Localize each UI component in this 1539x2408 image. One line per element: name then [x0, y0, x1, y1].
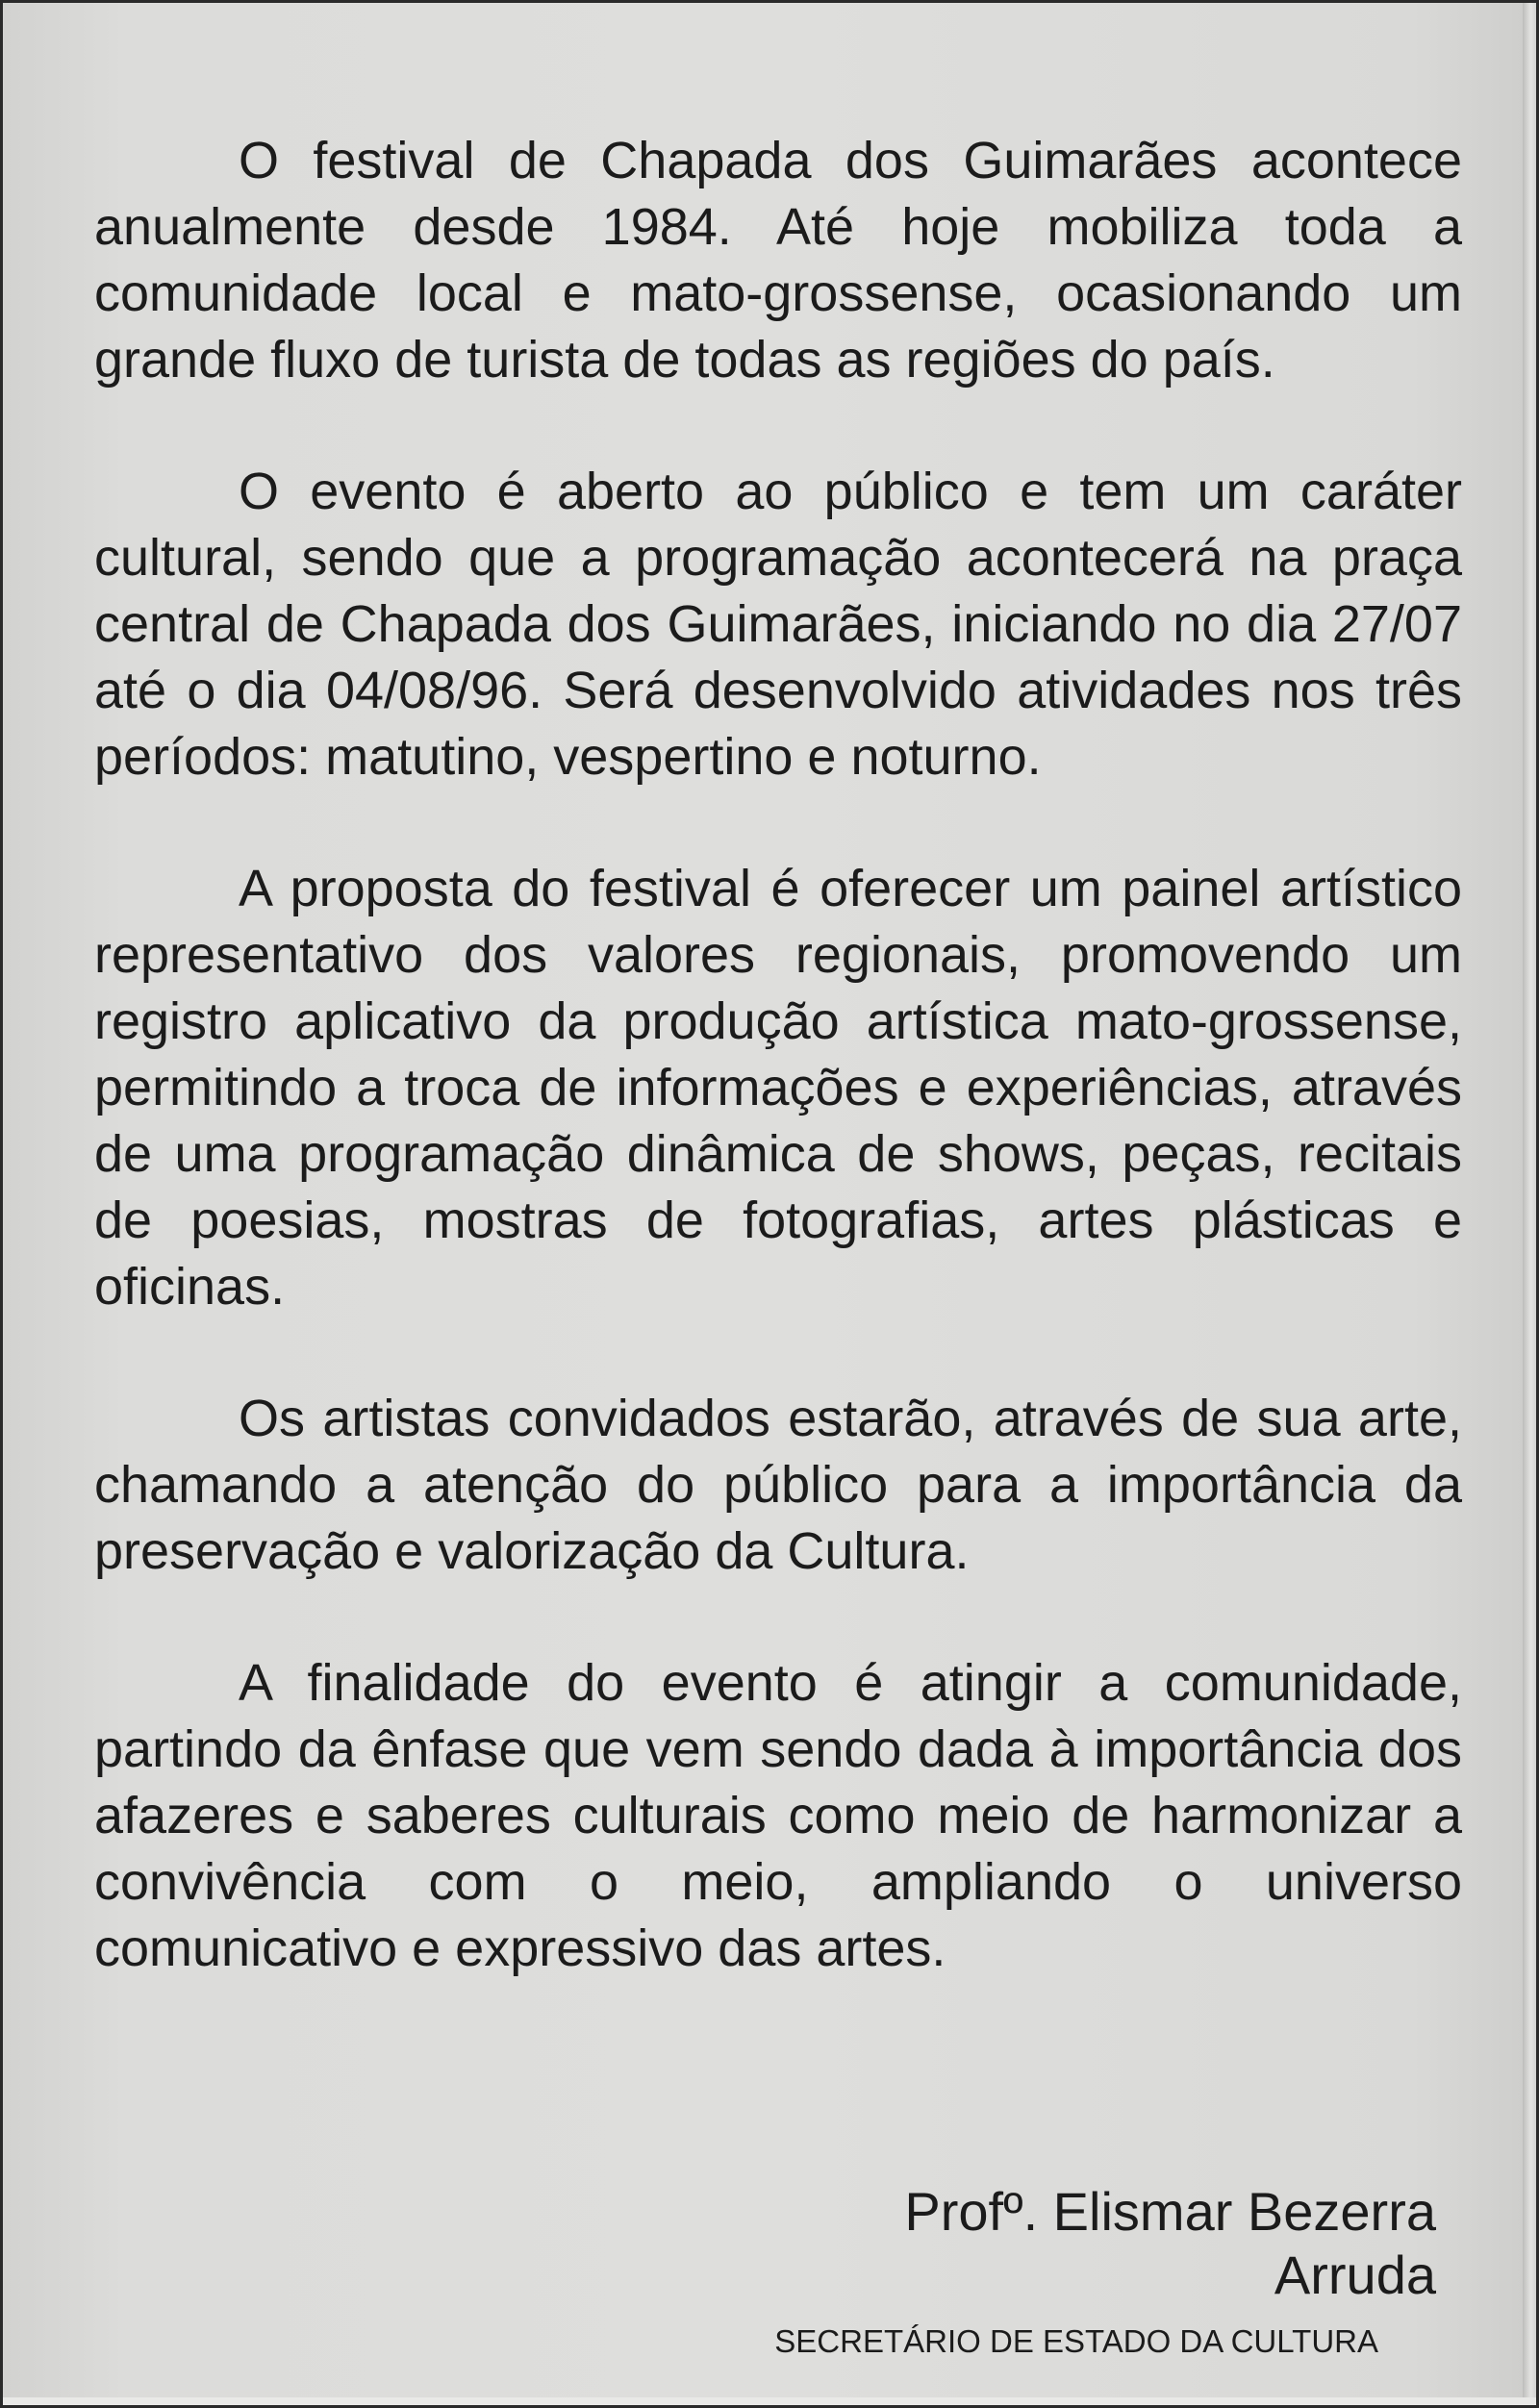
signature-name: Profº. Elismar Bezerra Arruda — [904, 2181, 1436, 2305]
paragraph-festival-history: O festival de Chapada dos Guimarães acontece anualmente desde 1984. Até hoje mobiliza toda a comunidade local e mato-grossense, ocasionando um grande fluxo de turista de todas as regiões do país. — [94, 132, 1462, 389]
paragraph-event-purpose: A finalidade do evento é atingir a comunidade, partindo da ênfase que vem sendo dada à importância dos afazeres e saberes culturais como meio de harmonizar a convivência com o meio, ampliando o universo comunicativo e expressivo das artes. — [94, 1654, 1462, 1977]
signature-block — [734, 2180, 1436, 2363]
signature-title: SECRETÁRIO DE ESTADO DA CULTURA — [774, 2323, 1378, 2359]
paragraph-invited-artists: Os artistas convidados estarão, através de sua arte, chamando a atenção do público para a importância da preservação e valorização da Cultura. — [94, 1390, 1462, 1580]
page-edge — [1523, 3, 1536, 2405]
paragraph-event-schedule: O evento é aberto ao público e tem um caráter cultural, sendo que a programação acontecerá na praça central de Chapada dos Guimarães, iniciando no dia 27/07 até o dia 04/08/96. Será desenvolvido atividades nos três períodos: matutino, vespertino e noturno. — [94, 463, 1462, 786]
document-body — [94, 128, 1462, 2047]
paragraph-festival-proposal: A proposta do festival é oferecer um painel artístico representativo dos valores regionais, promovendo um registro aplicativo da produção artística mato-grossense, permitindo a troca de informações e experiências, através de uma programação dinâmica de shows, peças, recitais de poesias, mostras de fotografias, artes plásticas e oficinas. — [94, 860, 1462, 1316]
